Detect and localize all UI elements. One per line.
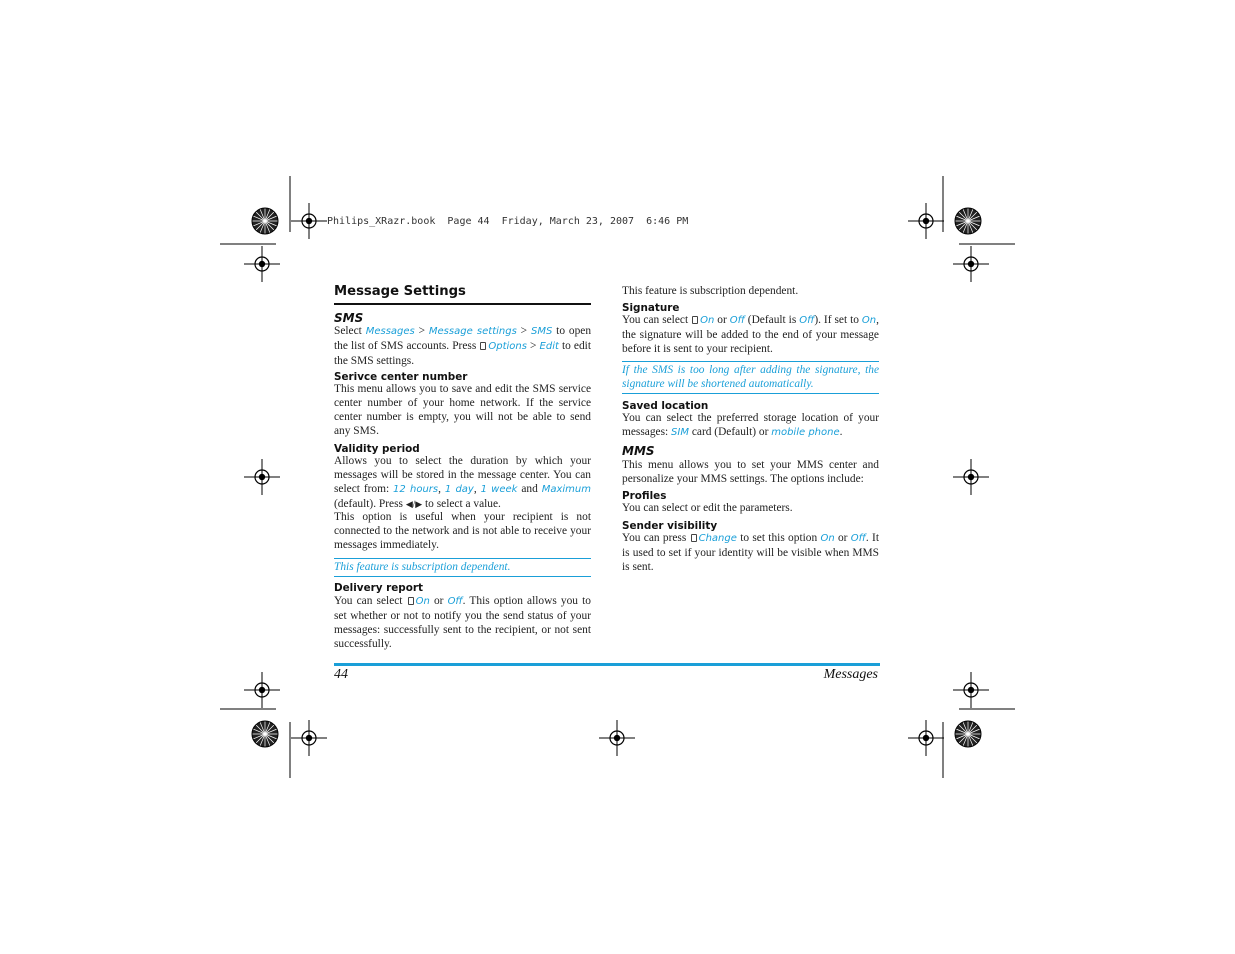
kw-off-default: Off [799, 315, 815, 326]
page-number: 44 [334, 667, 348, 682]
softkey-icon [480, 342, 486, 350]
title-underline [334, 303, 591, 305]
kw-on: On [700, 315, 715, 326]
delivery-body: You can select On or Off. This option allows you to set whether or not to notify you the send status of your messages: successfully sent to the recipient, or not sent successfully. [334, 595, 591, 650]
validity-heading: Validity period [334, 443, 420, 455]
validity-body: Allows you to select the duration by which your messages will be stored in the message center. You can select from: 12 hours, 1 day, 1 week and Maximum (default). Press ◀/▶ to select a value. [334, 455, 591, 510]
kw-12-hours: 12 hours [393, 484, 439, 495]
saved-location-body: You can select the preferred storage location of your messages: SIM card (Default) or mobile phone. [622, 412, 879, 438]
kw-mobile-phone: mobile phone [771, 427, 840, 438]
subscription-text: This feature is subscription dependent. [622, 285, 799, 297]
kw-1-day: 1 day [444, 484, 474, 495]
kw-on-set: On [861, 315, 877, 326]
left-right-arrow-icon: ◀/▶ [405, 499, 423, 509]
kw-maximum: Maximum [541, 484, 591, 495]
sms-intro: Select Messages > Message settings > SMS to open the list of SMS accounts. Press Options > Edit to edit the SMS settings. [334, 325, 592, 367]
service-center-body: This menu allows you to save and edit the SMS service center number of your home network. If the service center number is empty, you will not be able to send any SMS. [334, 383, 591, 437]
signature-body: You can select On or Off (Default is Off). If set to On, the signature will be added to the end of your message before it is sent to your recipient. [622, 314, 879, 355]
softkey-icon [408, 597, 414, 605]
kw-sim: SIM [671, 427, 689, 438]
signature-heading: Signature [622, 302, 680, 314]
kw-sms: SMS [530, 326, 553, 337]
kw-change: Change [698, 533, 737, 544]
mms-body: This menu allows you to set your MMS center and personalize your MMS settings. The options include: [622, 459, 879, 485]
service-center-heading: Serivce center number [334, 371, 468, 383]
book-slug: Philips_XRazr.book Page 44 Friday, March 23, 2007 6:46 PM [327, 216, 689, 227]
sender-visibility-heading: Sender visibility [622, 520, 718, 532]
kw-off: Off [729, 315, 745, 326]
kw-1-week: 1 week [480, 484, 518, 495]
validity-body-2: This option is useful when your recipient is not connected to the network and is not able to receive your messages immediately. [334, 511, 591, 551]
chapter-name: Messages [823, 667, 878, 682]
footer-rule [334, 663, 880, 666]
softkey-icon [692, 316, 698, 324]
kw-off: Off [447, 596, 463, 607]
softkey-icon [691, 534, 697, 542]
kw-off: Off [850, 533, 866, 544]
profiles-heading: Profiles [622, 490, 667, 502]
profiles-body: You can select or edit the parameters. [622, 502, 793, 514]
delivery-heading: Delivery report [334, 582, 423, 594]
kw-messages: Messages [365, 326, 415, 337]
kw-edit: Edit [539, 341, 559, 352]
kw-message-settings: Message settings [428, 326, 517, 337]
kw-options: Options [488, 341, 527, 352]
saved-location-heading: Saved location [622, 400, 709, 412]
sender-visibility-body: You can press Change to set this option On or Off. It is used to set if your identity will be visible when MMS is sent. [622, 532, 879, 573]
kw-on: On [415, 596, 430, 607]
kw-on: On [820, 533, 835, 544]
page-title: Message Settings [334, 284, 466, 299]
sms-heading: SMS [334, 311, 364, 325]
mms-heading: MMS [622, 444, 655, 458]
subscription-note: This feature is subscription dependent. [334, 558, 591, 577]
signature-note: If the SMS is too long after adding the signature, the signature will be shortened automatically. [622, 361, 879, 394]
